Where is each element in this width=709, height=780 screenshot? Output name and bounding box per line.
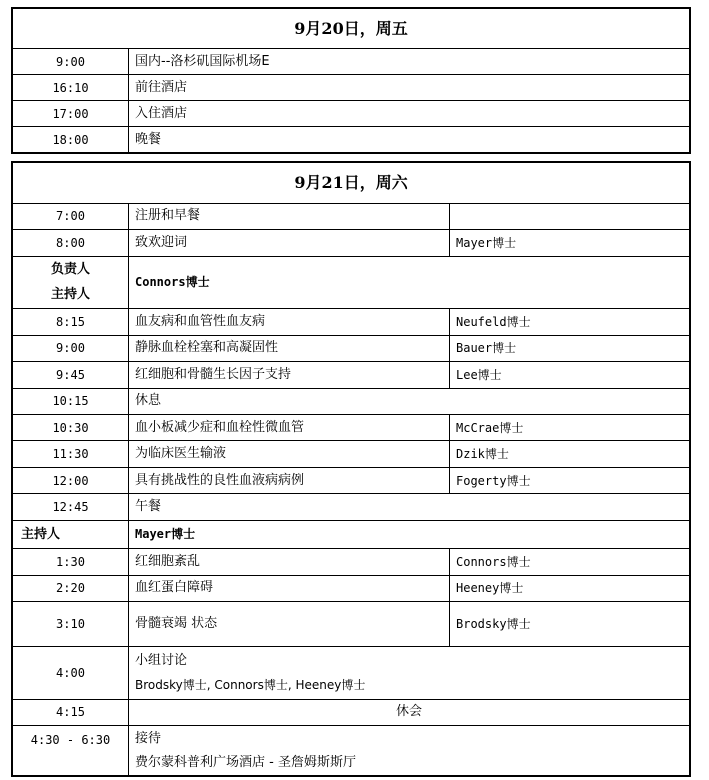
time-cell: 9:45	[13, 362, 129, 388]
time-cell: 16:10	[13, 75, 129, 101]
speaker-cell: Fogerty博士	[450, 467, 690, 493]
time-cell: 10:30	[13, 415, 129, 441]
session-lead-label: 负责人	[50, 262, 90, 278]
session-chair-label: 主持人	[50, 287, 90, 303]
event-cell: 红细胞和骨髓生长因子支持	[129, 362, 450, 388]
time-cell: 1:30	[13, 549, 129, 575]
speaker-cell: Neufeld博士	[450, 309, 690, 335]
event-cell: 骨髓衰竭 状态	[129, 602, 450, 647]
time-cell: 17:00	[13, 101, 129, 127]
speaker-cell: Brodsky博士	[450, 602, 690, 647]
session-header-row	[13, 520, 690, 548]
day1-title-row	[13, 9, 690, 49]
table-row	[13, 602, 690, 647]
speaker-cell: Heeney博士	[450, 575, 690, 601]
time-cell: 12:00	[13, 467, 129, 493]
time-cell: 4:00	[13, 646, 129, 699]
reception-title: 接待	[135, 730, 162, 746]
table-row	[13, 467, 690, 493]
time-cell: 12:45	[13, 494, 129, 520]
day1-schedule-table	[12, 8, 690, 153]
time-cell: 10:15	[13, 388, 129, 414]
reception-venue: 费尔蒙科普利广场酒店 - 圣詹姆斯斯厅	[135, 754, 356, 770]
event-cell: 休息	[129, 388, 690, 414]
table-row	[13, 726, 690, 776]
event-cell: 静脉血栓栓塞和高凝固性	[129, 335, 450, 361]
time-cell: 18:00	[13, 127, 129, 153]
time-cell: 7:00	[13, 203, 129, 229]
event-cell: 为临床医生输液	[129, 441, 450, 467]
table-row	[13, 388, 690, 414]
time-cell: 9:00	[13, 335, 129, 361]
event-cell: 午餐	[129, 494, 690, 520]
table-row	[13, 230, 690, 256]
day1-title: 9月20日，周五	[13, 9, 690, 49]
panel-title: 小组讨论	[135, 652, 188, 668]
panel-speakers: Brodsky博士, Connors博士, Heeney博士	[135, 677, 366, 692]
session-chair-name: Connors博士	[129, 256, 690, 309]
event-cell: 血红蛋白障碍	[129, 575, 450, 601]
table-row	[13, 575, 690, 601]
table-row	[13, 549, 690, 575]
time-cell: 8:00	[13, 230, 129, 256]
speaker-cell: Dzik博士	[450, 441, 690, 467]
session-chair-label: 主持人	[13, 520, 129, 548]
event-cell: 晚餐	[129, 127, 690, 153]
speaker-cell	[450, 203, 690, 229]
panel-cell	[129, 646, 690, 699]
event-cell: 前往酒店	[129, 75, 690, 101]
event-cell: 休会	[129, 699, 690, 725]
table-row	[13, 362, 690, 388]
time-cell: 3:10	[13, 602, 129, 647]
event-cell: 血小板减少症和血栓性微血管	[129, 415, 450, 441]
time-cell: 8:15	[13, 309, 129, 335]
event-cell: 血友病和血管性血友病	[129, 309, 450, 335]
day2-title: 9月21日，周六	[13, 163, 690, 204]
event-cell: 红细胞紊乱	[129, 549, 450, 575]
event-cell: 入住酒店	[129, 101, 690, 127]
session-header-row	[13, 256, 690, 309]
time-cell: 11:30	[13, 441, 129, 467]
speaker-cell: Bauer博士	[450, 335, 690, 361]
table-row	[13, 309, 690, 335]
table-row	[13, 127, 690, 153]
day2-title-row	[13, 163, 690, 204]
table-row	[13, 49, 690, 75]
table-row	[13, 101, 690, 127]
time-cell: 4:15	[13, 699, 129, 725]
time-cell: 2:20	[13, 575, 129, 601]
time-cell: 9:00	[13, 49, 129, 75]
speaker-cell: McCrae博士	[450, 415, 690, 441]
session-chair-name: Mayer博士	[129, 520, 690, 548]
time-cell: 4:30 - 6:30	[13, 726, 129, 776]
speaker-cell: Lee博士	[450, 362, 690, 388]
table-row	[13, 415, 690, 441]
event-cell: 具有挑战性的良性血液病病例	[129, 467, 450, 493]
session-role-cell	[13, 256, 129, 309]
event-cell: 国内--洛杉矶国际机场E	[129, 49, 690, 75]
speaker-cell: Connors博士	[450, 549, 690, 575]
table-row	[13, 494, 690, 520]
speaker-cell: Mayer博士	[450, 230, 690, 256]
table-row	[13, 441, 690, 467]
table-row	[13, 203, 690, 229]
table-row	[13, 699, 690, 725]
table-row	[13, 335, 690, 361]
reception-cell	[129, 726, 690, 776]
day2-schedule-table	[12, 162, 690, 776]
event-cell: 注册和早餐	[129, 203, 450, 229]
table-row	[13, 646, 690, 699]
event-cell: 致欢迎词	[129, 230, 450, 256]
table-row	[13, 75, 690, 101]
